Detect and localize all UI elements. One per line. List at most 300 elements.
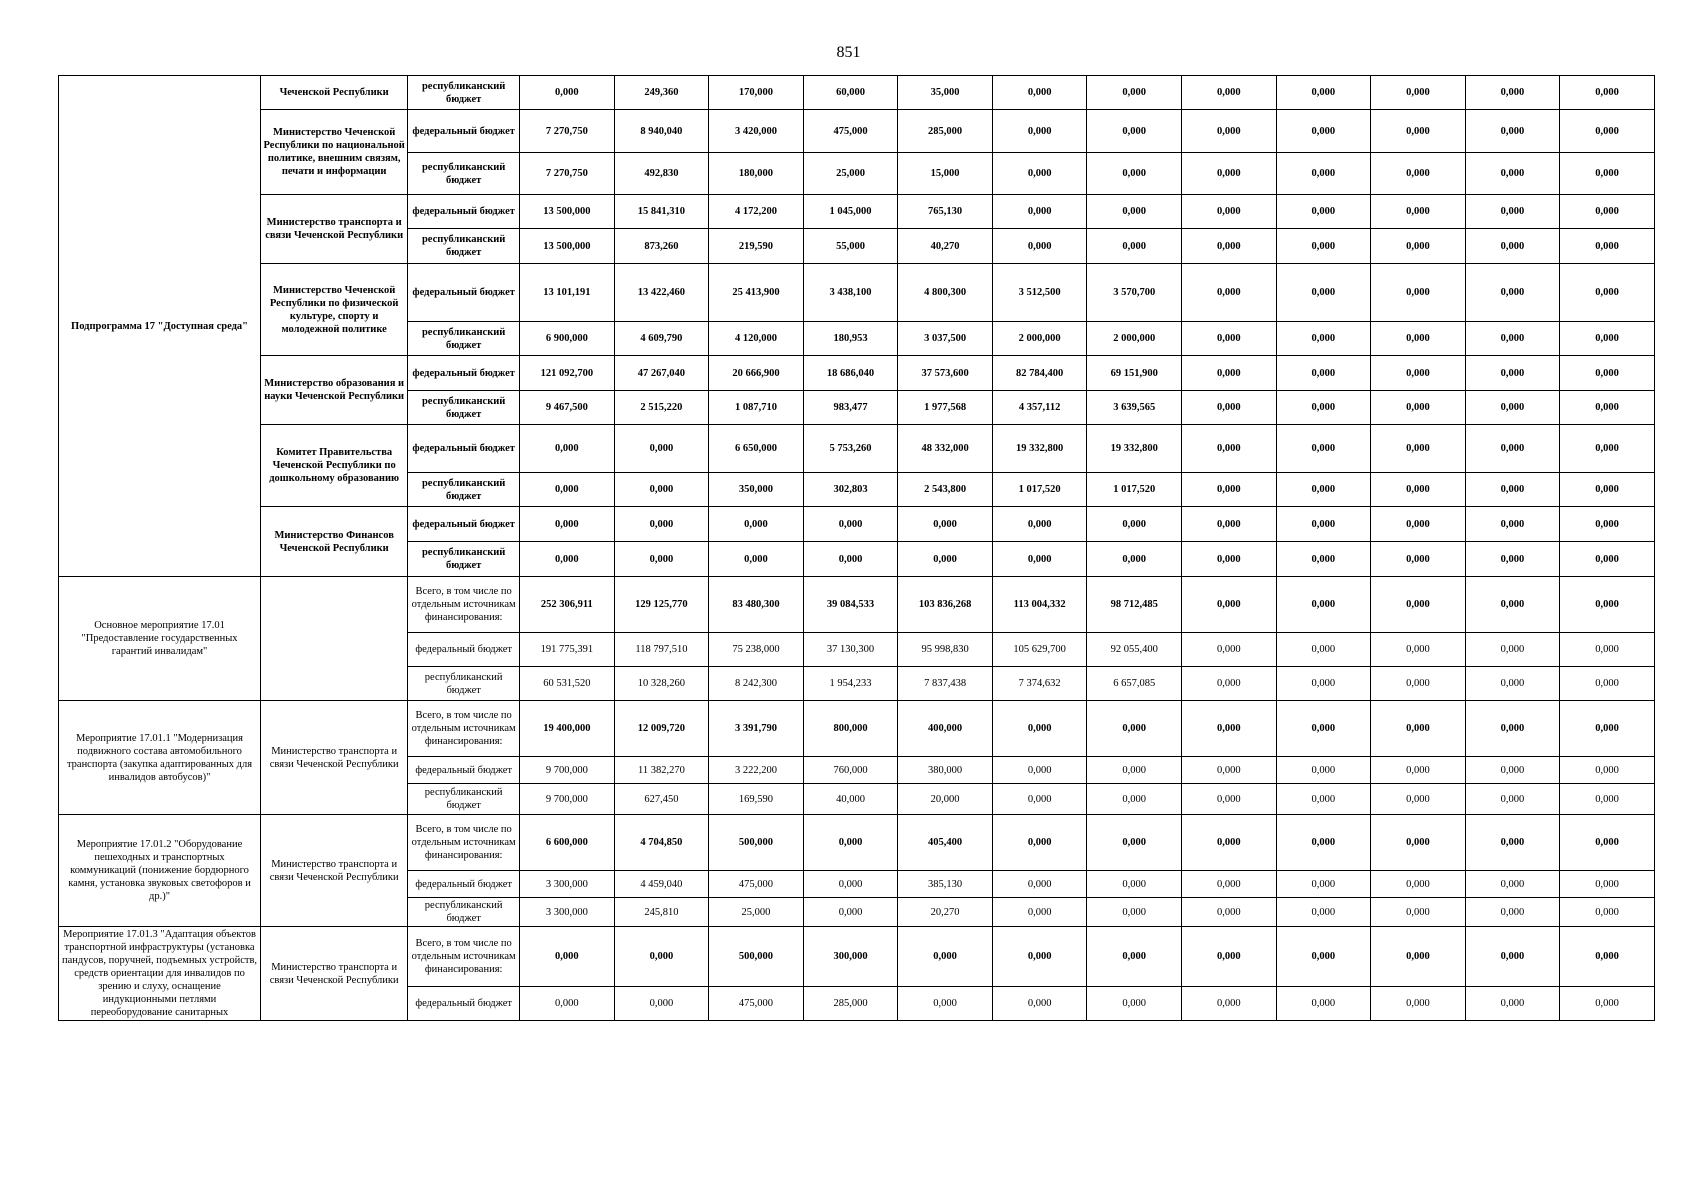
value-cell: 0,000 xyxy=(1560,871,1655,898)
value-cell: 19 332,800 xyxy=(1087,425,1182,473)
value-cell: 0,000 xyxy=(709,542,804,577)
value-cell: 6 900,000 xyxy=(520,322,615,356)
funding-source-cell: федеральный бюджет xyxy=(408,356,520,391)
value-cell: 0,000 xyxy=(1181,577,1276,633)
value-cell: 82 784,400 xyxy=(992,356,1087,391)
value-cell: 0,000 xyxy=(1465,356,1560,391)
value-cell: 0,000 xyxy=(1276,667,1371,701)
value-cell: 55,000 xyxy=(803,229,898,264)
value-cell: 0,000 xyxy=(1087,987,1182,1021)
value-cell: 0,000 xyxy=(1087,871,1182,898)
funding-source-cell: республиканский бюджет xyxy=(408,229,520,264)
value-cell: 25,000 xyxy=(803,153,898,195)
value-cell: 0,000 xyxy=(1465,987,1560,1021)
table-row xyxy=(59,701,1655,757)
value-cell: 1 017,520 xyxy=(1087,473,1182,507)
value-cell: 4 120,000 xyxy=(709,322,804,356)
funding-source-cell: республиканский бюджет xyxy=(408,391,520,425)
value-cell: 0,000 xyxy=(1371,356,1466,391)
measure-executor-cell: Министерство транспорта и связи Чеченской Республики xyxy=(261,815,408,927)
value-cell: 0,000 xyxy=(1560,784,1655,815)
funding-source-cell: федеральный бюджет xyxy=(408,507,520,542)
value-cell: 8 940,040 xyxy=(614,110,709,153)
value-cell: 380,000 xyxy=(898,757,993,784)
value-cell: 800,000 xyxy=(803,701,898,757)
value-cell: 6 650,000 xyxy=(709,425,804,473)
funding-source-cell: республиканский бюджет xyxy=(408,784,520,815)
value-cell: 13 422,460 xyxy=(614,264,709,322)
value-cell: 0,000 xyxy=(1371,577,1466,633)
value-cell: 35,000 xyxy=(898,76,993,110)
value-cell: 0,000 xyxy=(1276,264,1371,322)
value-cell: 0,000 xyxy=(520,473,615,507)
value-cell: 0,000 xyxy=(1276,110,1371,153)
value-cell: 0,000 xyxy=(1560,195,1655,229)
value-cell: 4 800,300 xyxy=(898,264,993,322)
value-cell: 0,000 xyxy=(1276,356,1371,391)
table-row xyxy=(59,110,1655,153)
value-cell: 20 666,900 xyxy=(709,356,804,391)
funding-source-cell: республиканский бюджет xyxy=(408,667,520,701)
value-cell: 0,000 xyxy=(1181,871,1276,898)
value-cell: 4 357,112 xyxy=(992,391,1087,425)
funding-source-cell: федеральный бюджет xyxy=(408,425,520,473)
value-cell: 0,000 xyxy=(1087,701,1182,757)
funding-source-cell: федеральный бюджет xyxy=(408,871,520,898)
value-cell: 0,000 xyxy=(1087,542,1182,577)
value-cell: 9 700,000 xyxy=(520,784,615,815)
value-cell: 0,000 xyxy=(1181,153,1276,195)
value-cell: 475,000 xyxy=(803,110,898,153)
value-cell: 3 420,000 xyxy=(709,110,804,153)
funding-source-cell: федеральный бюджет xyxy=(408,264,520,322)
value-cell: 7 837,438 xyxy=(898,667,993,701)
value-cell: 0,000 xyxy=(1087,784,1182,815)
value-cell: 0,000 xyxy=(1560,542,1655,577)
value-cell: 983,477 xyxy=(803,391,898,425)
value-cell: 15,000 xyxy=(898,153,993,195)
subprogram-title-cell: Подпрограмма 17 "Доступная среда" xyxy=(59,76,261,577)
value-cell: 0,000 xyxy=(992,76,1087,110)
value-cell: 37 130,300 xyxy=(803,633,898,667)
value-cell: 5 753,260 xyxy=(803,425,898,473)
value-cell: 405,400 xyxy=(898,815,993,871)
value-cell: 92 055,400 xyxy=(1087,633,1182,667)
value-cell: 0,000 xyxy=(1087,153,1182,195)
page-number: 851 xyxy=(836,44,861,61)
value-cell: 69 151,900 xyxy=(1087,356,1182,391)
value-cell: 0,000 xyxy=(1465,322,1560,356)
value-cell: 0,000 xyxy=(1181,391,1276,425)
value-cell: 7 374,632 xyxy=(992,667,1087,701)
value-cell: 170,000 xyxy=(709,76,804,110)
table-row xyxy=(59,425,1655,473)
value-cell: 0,000 xyxy=(1465,264,1560,322)
value-cell: 1 017,520 xyxy=(992,473,1087,507)
value-cell: 0,000 xyxy=(992,987,1087,1021)
value-cell: 105 629,700 xyxy=(992,633,1087,667)
value-cell: 0,000 xyxy=(1465,871,1560,898)
value-cell: 0,000 xyxy=(1181,110,1276,153)
value-cell: 0,000 xyxy=(1087,229,1182,264)
value-cell: 3 300,000 xyxy=(520,898,615,927)
value-cell: 0,000 xyxy=(1087,757,1182,784)
budget-table xyxy=(58,75,1655,1021)
value-cell: 0,000 xyxy=(1181,542,1276,577)
value-cell: 0,000 xyxy=(1181,784,1276,815)
value-cell: 25,000 xyxy=(709,898,804,927)
value-cell: 2 000,000 xyxy=(992,322,1087,356)
executor-cell: Министерство Чеченской Республики по физической культуре, спорту и молодежной политике xyxy=(261,264,408,356)
value-cell: 113 004,332 xyxy=(992,577,1087,633)
value-cell: 95 998,830 xyxy=(898,633,993,667)
value-cell: 0,000 xyxy=(1276,195,1371,229)
value-cell: 0,000 xyxy=(1371,987,1466,1021)
value-cell: 0,000 xyxy=(1465,577,1560,633)
value-cell: 0,000 xyxy=(1087,76,1182,110)
value-cell: 3 037,500 xyxy=(898,322,993,356)
value-cell: 245,810 xyxy=(614,898,709,927)
value-cell: 0,000 xyxy=(1181,507,1276,542)
value-cell: 0,000 xyxy=(1371,784,1466,815)
value-cell: 0,000 xyxy=(1087,898,1182,927)
value-cell: 0,000 xyxy=(1560,356,1655,391)
budget-table-sheet xyxy=(58,75,1655,1107)
value-cell: 25 413,900 xyxy=(709,264,804,322)
value-cell: 4 609,790 xyxy=(614,322,709,356)
value-cell: 0,000 xyxy=(1276,229,1371,264)
value-cell: 0,000 xyxy=(898,542,993,577)
value-cell: 0,000 xyxy=(1276,927,1371,987)
value-cell: 0,000 xyxy=(1465,815,1560,871)
value-cell: 0,000 xyxy=(1087,927,1182,987)
value-cell: 3 391,790 xyxy=(709,701,804,757)
value-cell: 48 332,000 xyxy=(898,425,993,473)
value-cell: 13 500,000 xyxy=(520,229,615,264)
value-cell: 8 242,300 xyxy=(709,667,804,701)
value-cell: 0,000 xyxy=(1276,542,1371,577)
value-cell: 0,000 xyxy=(1560,633,1655,667)
value-cell: 0,000 xyxy=(992,110,1087,153)
value-cell: 47 267,040 xyxy=(614,356,709,391)
value-cell: 249,360 xyxy=(614,76,709,110)
value-cell: 0,000 xyxy=(1560,987,1655,1021)
value-cell: 129 125,770 xyxy=(614,577,709,633)
value-cell: 500,000 xyxy=(709,815,804,871)
value-cell: 0,000 xyxy=(1560,927,1655,987)
value-cell: 0,000 xyxy=(1371,391,1466,425)
value-cell: 0,000 xyxy=(1276,153,1371,195)
value-cell: 0,000 xyxy=(1560,577,1655,633)
value-cell: 0,000 xyxy=(1371,473,1466,507)
value-cell: 0,000 xyxy=(614,507,709,542)
funding-source-cell: федеральный бюджет xyxy=(408,987,520,1021)
value-cell: 3 512,500 xyxy=(992,264,1087,322)
value-cell: 302,803 xyxy=(803,473,898,507)
value-cell: 0,000 xyxy=(1371,195,1466,229)
measure-name-cell: Основное мероприятие 17.01 "Предоставление государственных гарантий инвалидам" xyxy=(59,577,261,701)
value-cell: 0,000 xyxy=(1276,76,1371,110)
value-cell: 0,000 xyxy=(992,701,1087,757)
funding-source-cell: республиканский бюджет xyxy=(408,76,520,110)
value-cell: 9 700,000 xyxy=(520,757,615,784)
value-cell: 0,000 xyxy=(1181,264,1276,322)
value-cell: 0,000 xyxy=(1087,110,1182,153)
value-cell: 13 500,000 xyxy=(520,195,615,229)
value-cell: 0,000 xyxy=(1465,110,1560,153)
value-cell: 0,000 xyxy=(1181,633,1276,667)
value-cell: 400,000 xyxy=(898,701,993,757)
executor-cell: Министерство образования и науки Чеченской Республики xyxy=(261,356,408,425)
value-cell: 4 172,200 xyxy=(709,195,804,229)
value-cell: 285,000 xyxy=(803,987,898,1021)
value-cell: 0,000 xyxy=(1465,784,1560,815)
value-cell: 0,000 xyxy=(992,542,1087,577)
value-cell: 0,000 xyxy=(1371,76,1466,110)
value-cell: 0,000 xyxy=(1276,577,1371,633)
value-cell: 180,953 xyxy=(803,322,898,356)
value-cell: 0,000 xyxy=(1371,871,1466,898)
value-cell: 0,000 xyxy=(1371,898,1466,927)
funding-source-cell: федеральный бюджет xyxy=(408,757,520,784)
value-cell: 118 797,510 xyxy=(614,633,709,667)
executor-cell: Министерство транспорта и связи Чеченской Республики xyxy=(261,195,408,264)
value-cell: 0,000 xyxy=(1371,507,1466,542)
value-cell: 0,000 xyxy=(1276,987,1371,1021)
value-cell: 492,830 xyxy=(614,153,709,195)
value-cell: 37 573,600 xyxy=(898,356,993,391)
value-cell: 83 480,300 xyxy=(709,577,804,633)
table-row xyxy=(59,76,1655,110)
value-cell: 0,000 xyxy=(1560,815,1655,871)
value-cell: 0,000 xyxy=(1371,667,1466,701)
value-cell: 2 515,220 xyxy=(614,391,709,425)
value-cell: 0,000 xyxy=(1560,507,1655,542)
value-cell: 0,000 xyxy=(1371,542,1466,577)
value-cell: 0,000 xyxy=(1276,898,1371,927)
value-cell: 0,000 xyxy=(992,153,1087,195)
value-cell: 0,000 xyxy=(1276,633,1371,667)
value-cell: 252 306,911 xyxy=(520,577,615,633)
value-cell: 0,000 xyxy=(992,815,1087,871)
measure-name-cell: Мероприятие 17.01.2 "Оборудование пешеходных и транспортных коммуникаций (понижение бордюрного камня, установка звуковых светофоров и др.)" xyxy=(59,815,261,927)
funding-source-cell: федеральный бюджет xyxy=(408,110,520,153)
value-cell: 0,000 xyxy=(1276,507,1371,542)
value-cell: 0,000 xyxy=(1181,473,1276,507)
measure-name-cell: Мероприятие 17.01.3 "Адаптация объектов транспортной инфраструктуры (установка пандусов, поручней, подъемных устройств, средств ориентации для инвалидов по зрению и слуху, оснащение индукционными петлями переоборудование санитарных xyxy=(59,927,261,1021)
funding-source-cell: республиканский бюджет xyxy=(408,322,520,356)
value-cell: 0,000 xyxy=(1465,473,1560,507)
value-cell: 0,000 xyxy=(1276,322,1371,356)
funding-source-cell: Всего, в том числе по отдельным источникам финансирования: xyxy=(408,701,520,757)
value-cell: 500,000 xyxy=(709,927,804,987)
value-cell: 385,130 xyxy=(898,871,993,898)
value-cell: 0,000 xyxy=(614,927,709,987)
value-cell: 12 009,720 xyxy=(614,701,709,757)
value-cell: 0,000 xyxy=(1371,757,1466,784)
value-cell: 0,000 xyxy=(992,871,1087,898)
value-cell: 0,000 xyxy=(898,987,993,1021)
value-cell: 60 531,520 xyxy=(520,667,615,701)
value-cell: 0,000 xyxy=(1560,701,1655,757)
value-cell: 3 438,100 xyxy=(803,264,898,322)
table-row xyxy=(59,507,1655,542)
value-cell: 0,000 xyxy=(520,425,615,473)
value-cell: 0,000 xyxy=(1087,195,1182,229)
value-cell: 0,000 xyxy=(1465,153,1560,195)
value-cell: 285,000 xyxy=(898,110,993,153)
value-cell: 0,000 xyxy=(1276,815,1371,871)
funding-source-cell: федеральный бюджет xyxy=(408,195,520,229)
value-cell: 0,000 xyxy=(898,927,993,987)
value-cell: 0,000 xyxy=(1371,633,1466,667)
measure-name-cell: Мероприятие 17.01.1 "Модернизация подвижного состава автомобильного транспорта (закупка адаптированных для инвалидов автобусов)" xyxy=(59,701,261,815)
value-cell: 0,000 xyxy=(898,507,993,542)
executor-cell: Министерство Финансов Чеченской Республики xyxy=(261,507,408,577)
value-cell: 0,000 xyxy=(520,76,615,110)
value-cell: 40,000 xyxy=(803,784,898,815)
value-cell: 0,000 xyxy=(1465,195,1560,229)
table-row xyxy=(59,356,1655,391)
value-cell: 0,000 xyxy=(1465,507,1560,542)
value-cell: 0,000 xyxy=(1560,425,1655,473)
value-cell: 0,000 xyxy=(1465,633,1560,667)
value-cell: 0,000 xyxy=(1560,229,1655,264)
value-cell: 0,000 xyxy=(1465,76,1560,110)
value-cell: 0,000 xyxy=(1371,425,1466,473)
value-cell: 0,000 xyxy=(992,757,1087,784)
value-cell: 0,000 xyxy=(1276,701,1371,757)
value-cell: 0,000 xyxy=(1371,264,1466,322)
value-cell: 0,000 xyxy=(1560,76,1655,110)
funding-source-cell: Всего, в том числе по отдельным источникам финансирования: xyxy=(408,927,520,987)
value-cell: 0,000 xyxy=(1181,898,1276,927)
value-cell: 0,000 xyxy=(1560,667,1655,701)
value-cell: 0,000 xyxy=(803,898,898,927)
value-cell: 9 467,500 xyxy=(520,391,615,425)
value-cell: 0,000 xyxy=(1181,356,1276,391)
executor-cell: Комитет Правительства Чеченской Республики по дошкольному образованию xyxy=(261,425,408,507)
value-cell: 765,130 xyxy=(898,195,993,229)
value-cell: 0,000 xyxy=(992,195,1087,229)
value-cell: 19 332,800 xyxy=(992,425,1087,473)
value-cell: 39 084,533 xyxy=(803,577,898,633)
value-cell: 0,000 xyxy=(1560,757,1655,784)
value-cell: 219,590 xyxy=(709,229,804,264)
value-cell: 0,000 xyxy=(1465,425,1560,473)
measure-executor-cell: Министерство транспорта и связи Чеченской Республики xyxy=(261,927,408,1021)
table-row xyxy=(59,577,1655,633)
value-cell: 0,000 xyxy=(992,507,1087,542)
value-cell: 1 954,233 xyxy=(803,667,898,701)
value-cell: 6 600,000 xyxy=(520,815,615,871)
value-cell: 0,000 xyxy=(1181,667,1276,701)
value-cell: 0,000 xyxy=(1276,425,1371,473)
value-cell: 0,000 xyxy=(1181,76,1276,110)
value-cell: 7 270,750 xyxy=(520,153,615,195)
value-cell: 2 543,800 xyxy=(898,473,993,507)
table-row xyxy=(59,195,1655,229)
value-cell: 0,000 xyxy=(614,473,709,507)
value-cell: 10 328,260 xyxy=(614,667,709,701)
value-cell: 0,000 xyxy=(614,542,709,577)
value-cell: 0,000 xyxy=(992,229,1087,264)
value-cell: 4 459,040 xyxy=(614,871,709,898)
value-cell: 0,000 xyxy=(992,927,1087,987)
value-cell: 0,000 xyxy=(1371,110,1466,153)
executor-cell: Министерство Чеченской Республики по национальной политике, внешним связям, печати и информации xyxy=(261,110,408,195)
value-cell: 0,000 xyxy=(1087,815,1182,871)
value-cell: 0,000 xyxy=(1371,701,1466,757)
value-cell: 0,000 xyxy=(520,927,615,987)
value-cell: 0,000 xyxy=(1560,391,1655,425)
value-cell: 3 300,000 xyxy=(520,871,615,898)
value-cell: 1 087,710 xyxy=(709,391,804,425)
value-cell: 20,270 xyxy=(898,898,993,927)
value-cell: 873,260 xyxy=(614,229,709,264)
value-cell: 0,000 xyxy=(1560,264,1655,322)
value-cell: 19 400,000 xyxy=(520,701,615,757)
value-cell: 0,000 xyxy=(1276,871,1371,898)
value-cell: 0,000 xyxy=(803,507,898,542)
value-cell: 0,000 xyxy=(803,815,898,871)
value-cell: 0,000 xyxy=(1371,815,1466,871)
value-cell: 0,000 xyxy=(1465,757,1560,784)
value-cell: 300,000 xyxy=(803,927,898,987)
funding-source-cell: республиканский бюджет xyxy=(408,542,520,577)
value-cell: 0,000 xyxy=(1465,542,1560,577)
value-cell: 0,000 xyxy=(1465,667,1560,701)
value-cell: 0,000 xyxy=(1276,391,1371,425)
value-cell: 0,000 xyxy=(520,507,615,542)
value-cell: 11 382,270 xyxy=(614,757,709,784)
value-cell: 0,000 xyxy=(1181,987,1276,1021)
value-cell: 475,000 xyxy=(709,871,804,898)
value-cell: 0,000 xyxy=(520,542,615,577)
value-cell: 60,000 xyxy=(803,76,898,110)
funding-source-cell: республиканский бюджет xyxy=(408,153,520,195)
value-cell: 0,000 xyxy=(1465,898,1560,927)
value-cell: 0,000 xyxy=(1276,473,1371,507)
table-row xyxy=(59,815,1655,871)
table-row xyxy=(59,264,1655,322)
value-cell: 0,000 xyxy=(1276,757,1371,784)
value-cell: 0,000 xyxy=(1560,153,1655,195)
value-cell: 18 686,040 xyxy=(803,356,898,391)
value-cell: 0,000 xyxy=(1181,701,1276,757)
value-cell: 0,000 xyxy=(520,987,615,1021)
value-cell: 40,270 xyxy=(898,229,993,264)
value-cell: 1 045,000 xyxy=(803,195,898,229)
value-cell: 169,590 xyxy=(709,784,804,815)
value-cell: 121 092,700 xyxy=(520,356,615,391)
value-cell: 15 841,310 xyxy=(614,195,709,229)
value-cell: 0,000 xyxy=(1181,195,1276,229)
value-cell: 0,000 xyxy=(1371,229,1466,264)
value-cell: 98 712,485 xyxy=(1087,577,1182,633)
value-cell: 0,000 xyxy=(1560,322,1655,356)
value-cell: 20,000 xyxy=(898,784,993,815)
value-cell: 0,000 xyxy=(1465,927,1560,987)
value-cell: 0,000 xyxy=(1181,927,1276,987)
value-cell: 3 570,700 xyxy=(1087,264,1182,322)
value-cell: 0,000 xyxy=(803,871,898,898)
value-cell: 0,000 xyxy=(1181,757,1276,784)
value-cell: 350,000 xyxy=(709,473,804,507)
value-cell: 0,000 xyxy=(1465,701,1560,757)
value-cell: 4 704,850 xyxy=(614,815,709,871)
value-cell: 0,000 xyxy=(1465,229,1560,264)
